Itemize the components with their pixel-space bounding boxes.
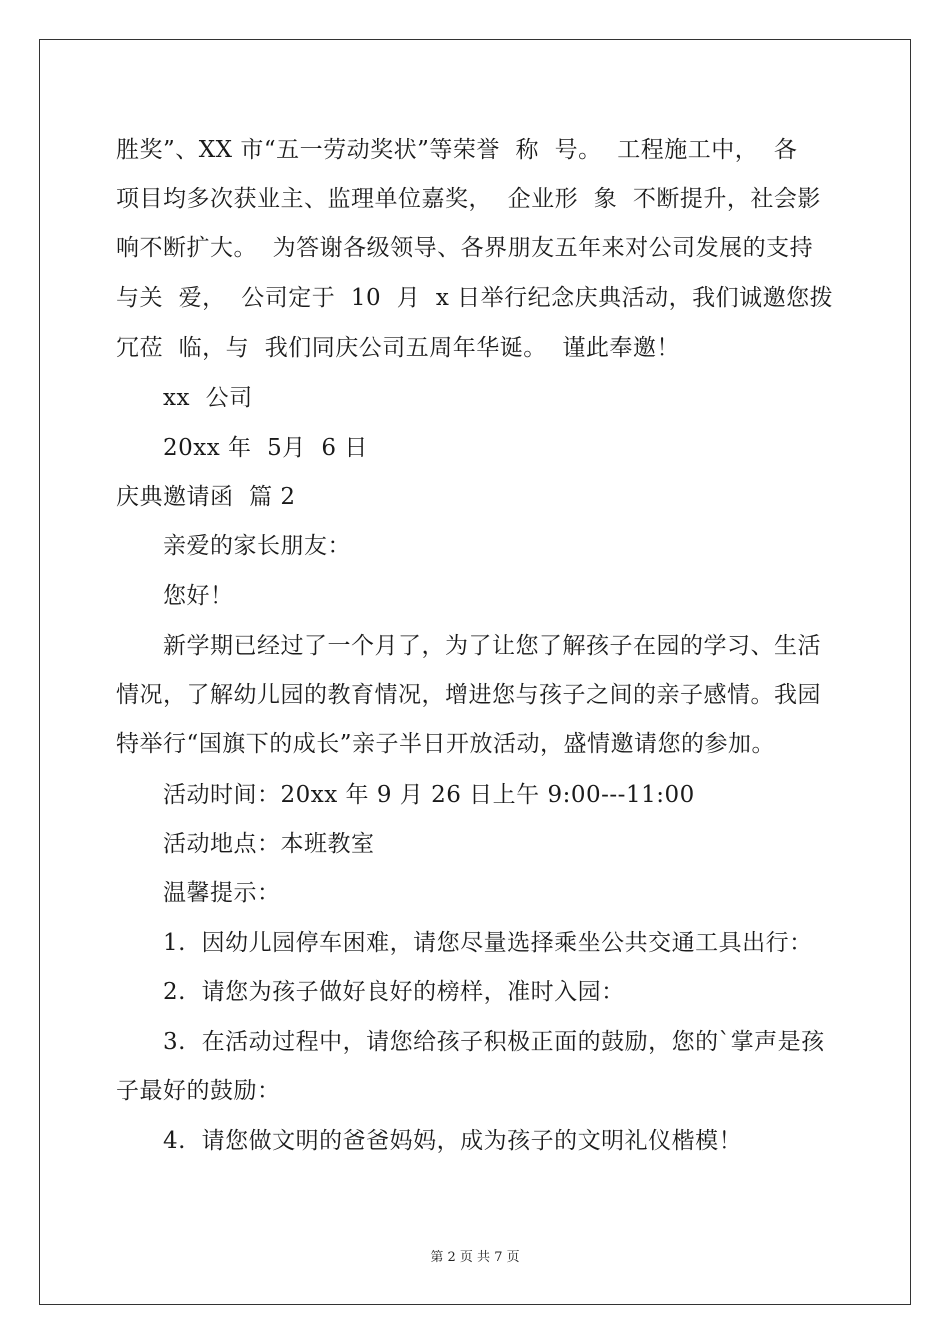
text-line: 子最好的鼓励：: [116, 1078, 281, 1104]
section-heading: 庆典邀请函 篇 2: [116, 484, 296, 510]
tip-item: 3. 在活动过程中，请您给孩子积极正面的鼓励，您的`掌声是孩: [163, 1029, 825, 1055]
page-number: 第 2 页 共 7 页: [430, 1250, 520, 1265]
text-line: 项目均多次获业主、监理单位嘉奖， 企业形 象 不断提升，社会影: [116, 186, 821, 212]
page-footer: [0, 1246, 950, 1265]
tip-item: 1. 因幼儿园停车困难，请您尽量选择乘坐公共交通工具出行：: [163, 930, 813, 956]
text-line: 新学期已经过了一个月了，为了让您了解孩子在园的学习、生活: [163, 633, 821, 659]
text-line: 胜奖”、XX 市“五一劳动奖状”等荣誉 称 号。 工程施工中， 各: [116, 137, 798, 163]
tips-heading: 温馨提示：: [163, 880, 281, 906]
signature-company: xx 公司: [163, 385, 253, 411]
text-line: 特举行“国旗下的成长”亲子半日开放活动，盛情邀请您的参加。: [116, 731, 776, 757]
text-line: 情况，了解幼儿园的教育情况，增进您与孩子之间的亲子感情。我园: [116, 682, 821, 708]
tip-item: 4. 请您做文明的爸爸妈妈，成为孩子的文明礼仪楷模！: [163, 1128, 743, 1154]
event-location: 活动地点：本班教室: [163, 831, 375, 857]
text-line: 冗莅 临，与 我们同庆公司五周年华诞。 谨此奉邀！: [116, 335, 680, 361]
salutation: 亲爱的家长朋友：: [163, 533, 351, 559]
tip-item: 2. 请您为孩子做好良好的榜样，准时入园：: [163, 979, 625, 1005]
text-line: 响不断扩大。 为答谢各级领导、各界朋友五年来对公司发展的支持: [116, 235, 814, 261]
greeting: 您好！: [163, 583, 234, 609]
page-border: [39, 39, 911, 1305]
signature-date: 20xx 年 5月 6 日: [163, 435, 368, 461]
event-time: 活动时间：20xx 年 9 月 26 日上午 9:00---11:00: [163, 782, 695, 808]
text-line: 与关 爱， 公司定于 10 月 x 日举行纪念庆典活动，我们诚邀您拨: [116, 285, 834, 311]
